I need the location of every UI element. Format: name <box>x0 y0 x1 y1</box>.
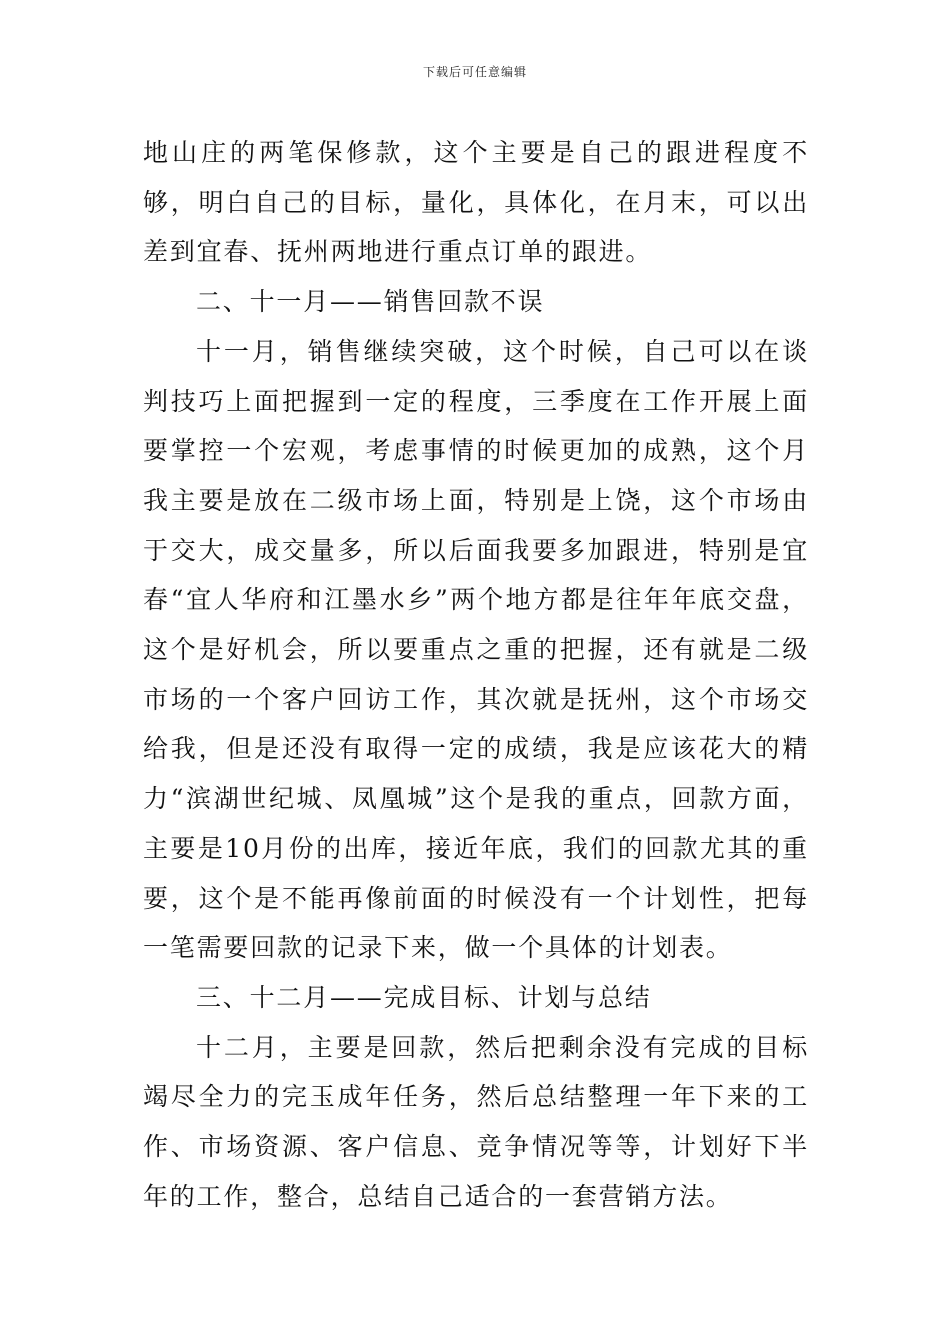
section-heading-december: 三、十二月——完成目标、计划与总结 <box>196 982 652 1012</box>
page-header: 下载后可任意编辑 <box>422 65 527 79</box>
paragraph-continuation: 地山庄的两笔保修款，这个主要是自己的跟进程度不够，明白自己的目标，量化，具体化，在月末，可以出差到宜春、抚州两地进行重点订单的跟进。 <box>143 138 809 267</box>
paragraph-november: 十一月，销售继续突破，这个时候，自己可以在谈判技巧上面把握到一定的程度，三季度在工作开展上面要掌控一个宏观，考虑事情的时候更加的成熟，这个月我主要是放在二级市场上面，特别是上饶，这个市场由于交大，成交量多，所以后面我要多加跟进，特别是宜春“宜人华府和江墨水乡”两个地方都是往年年底交盘，这个是好机会，所以要重点之重的把握，还有就是二级市场的一个客户回访工作，其次就是抚州，这个市场交给我，但是还没有取得一定的成绩，我是应该花大的精力“滨湖世纪城、凤凰城”这个是我的重点，回款方面，主要是10月份的出库，接近年底，我们的回款尤其的重要，这个是不能再像前面的时候没有一个计划性，把每一笔需要回款的记录下来，做一个具体的计划表。 <box>143 336 809 963</box>
section-heading-november: 二、十一月——销售回款不误 <box>196 287 545 317</box>
document-body <box>143 128 809 1221</box>
paragraph-december: 十二月，主要是回款，然后把剩余没有完成的目标竭尽全力的完玉成年任务，然后总结整理一年下来的工作、市场资源、客户信息、竞争情况等等，计划好下半年的工作，整合，总结自己适合的一套营销方法。 <box>143 1032 809 1211</box>
